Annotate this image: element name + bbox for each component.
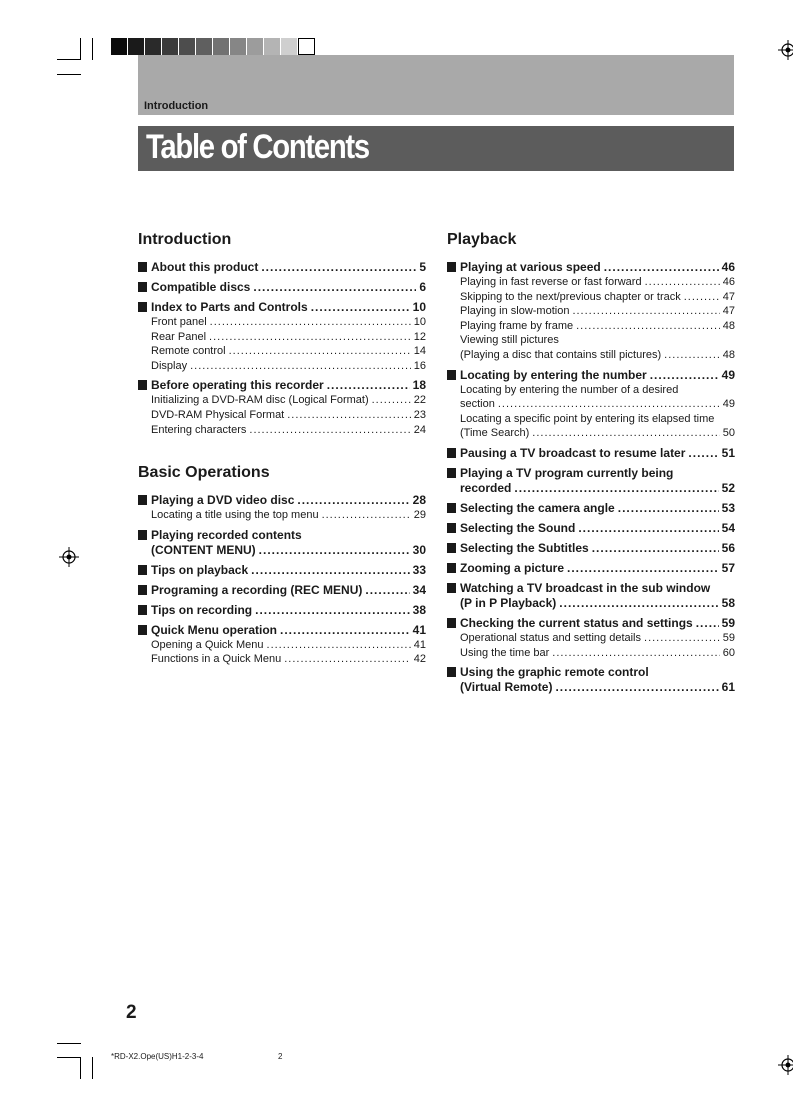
dot-leader xyxy=(253,280,416,295)
color-swatch xyxy=(179,38,196,55)
dot-leader xyxy=(555,680,718,695)
toc-entry-text: Operational status and setting details xyxy=(460,631,642,644)
color-swatch xyxy=(247,38,264,55)
square-bullet-icon xyxy=(447,618,456,628)
toc-entry-text: Playing frame by frame xyxy=(460,319,574,332)
dot-leader xyxy=(229,344,411,359)
crop-mark xyxy=(57,59,81,60)
color-swatch xyxy=(298,38,315,55)
registration-mark-icon xyxy=(778,40,793,60)
toc-entry-text: (Virtual Remote) xyxy=(460,680,553,695)
header-band xyxy=(138,55,734,115)
toc-page-number: 16 xyxy=(413,359,426,372)
toc-entry-text: Playing in slow-motion xyxy=(460,305,570,318)
toc-main-entry[interactable] xyxy=(138,378,426,393)
toc-page-number: 42 xyxy=(413,653,426,666)
crop-mark xyxy=(57,74,81,75)
dot-leader xyxy=(688,446,718,461)
dot-leader xyxy=(532,426,719,441)
toc-entry-text: Playing a TV program currently being xyxy=(460,465,674,480)
toc-page-number: 51 xyxy=(721,445,735,460)
toc-main-entry[interactable] xyxy=(447,368,735,383)
dot-leader xyxy=(311,300,410,315)
toc-entry-text: Playing a DVD video disc xyxy=(151,493,295,508)
dot-leader xyxy=(372,393,411,408)
registration-mark-icon xyxy=(59,547,79,567)
square-bullet-icon xyxy=(138,380,147,390)
dot-leader xyxy=(322,508,411,523)
toc-entry-text: Before operating this recorder xyxy=(151,378,324,393)
toc-main-entry[interactable] xyxy=(447,581,735,611)
toc-main-entry[interactable] xyxy=(447,665,735,695)
color-swatch xyxy=(264,38,281,55)
toc-entry-text: Quick Menu operation xyxy=(151,622,278,637)
toc-sub-entry[interactable] xyxy=(447,333,735,362)
toc-page-number: 57 xyxy=(721,560,735,575)
toc-page-number: 33 xyxy=(412,562,426,577)
dot-leader xyxy=(261,260,416,275)
dot-leader xyxy=(327,378,410,393)
toc-page-number: 46 xyxy=(722,276,735,288)
print-code: *RD-X2.Ope(US)H1-2-3-4 xyxy=(111,1052,204,1061)
toc-entry-text: Selecting the Sound xyxy=(460,520,576,535)
toc-main-entry[interactable] xyxy=(138,493,426,508)
dot-leader xyxy=(592,541,719,556)
toc-entry-text: Remote control xyxy=(151,345,226,358)
toc-main-entry[interactable] xyxy=(138,260,426,275)
toc-entry-text: About this product xyxy=(151,260,259,274)
toc-entry-text: recorded xyxy=(460,480,512,495)
toc-sub-entry[interactable] xyxy=(447,646,735,661)
dot-leader xyxy=(552,646,719,661)
toc-entry-text: (Time Search) xyxy=(460,427,530,440)
toc-sub-entry[interactable] xyxy=(447,275,735,290)
color-swatch xyxy=(281,38,298,55)
crop-mark xyxy=(92,38,93,60)
toc-sub-entry[interactable] xyxy=(447,383,735,412)
color-swatch xyxy=(111,38,128,55)
toc-entry-text: Pausing a TV broadcast to resume later xyxy=(460,445,686,460)
toc-sub-entry[interactable] xyxy=(447,304,735,319)
color-swatch xyxy=(196,38,213,55)
toc-main-entry[interactable] xyxy=(447,446,735,461)
toc-entry-text: Selecting the Subtitles xyxy=(460,540,589,555)
square-bullet-icon xyxy=(138,530,147,540)
toc-sub-entry[interactable] xyxy=(138,393,426,408)
toc-sub-entry[interactable] xyxy=(447,319,735,334)
dot-leader xyxy=(280,623,410,638)
toc-page-number: 10 xyxy=(413,316,426,328)
toc-entry-text: DVD-RAM Physical Format xyxy=(151,408,285,421)
toc-sub-entry[interactable] xyxy=(447,412,735,441)
square-bullet-icon xyxy=(138,625,147,635)
color-swatch xyxy=(213,38,230,55)
toc-main-entry[interactable] xyxy=(138,623,426,638)
square-bullet-icon xyxy=(138,495,147,505)
toc-page-number: 5 xyxy=(419,260,426,274)
toc-sub-entry[interactable] xyxy=(138,359,426,374)
toc-page-number: 54 xyxy=(721,520,735,535)
toc-page-number: 30 xyxy=(412,542,426,557)
square-bullet-icon xyxy=(138,565,147,575)
dot-leader xyxy=(498,397,720,412)
toc-entry-text: section xyxy=(460,398,495,411)
square-bullet-icon xyxy=(138,262,147,272)
toc-entry-text: Playing at various speed xyxy=(460,260,601,274)
toc-entry-text: Tips on recording xyxy=(151,602,253,617)
toc-page-number: 14 xyxy=(413,345,426,358)
square-bullet-icon xyxy=(138,605,147,615)
toc-sub-entry[interactable] xyxy=(447,290,735,305)
dot-leader xyxy=(604,260,719,275)
dot-leader xyxy=(284,652,411,667)
toc-page-number: 22 xyxy=(413,394,426,407)
toc-entry-text: Checking the current status and settings xyxy=(460,615,693,630)
toc-page-number: 49 xyxy=(721,367,735,382)
crop-mark xyxy=(80,1057,81,1079)
toc-main-entry[interactable] xyxy=(447,260,735,275)
toc-main-entry[interactable] xyxy=(447,521,735,536)
toc-page-number: 6 xyxy=(419,280,426,294)
toc-main-entry[interactable] xyxy=(138,528,426,558)
dot-leader xyxy=(365,583,409,598)
dot-leader xyxy=(650,368,719,383)
toc-entry-text: Opening a Quick Menu xyxy=(151,638,264,651)
dot-leader xyxy=(696,616,719,631)
toc-page-number: 48 xyxy=(722,348,735,361)
toc-main-entry[interactable] xyxy=(447,466,735,496)
toc-entry-text: Playing recorded contents xyxy=(151,527,302,542)
toc-entry-text: Locating by entering the number of a desired xyxy=(460,383,679,396)
toc-sub-entry[interactable] xyxy=(138,638,426,653)
toc-entry-text: Watching a TV broadcast in the sub window xyxy=(460,580,711,595)
color-swatch xyxy=(128,38,145,55)
page-title: Table of Contents xyxy=(146,128,369,166)
toc-page-number: 53 xyxy=(721,500,735,515)
toc-right-column xyxy=(447,230,735,695)
toc-page-number: 41 xyxy=(412,622,426,637)
square-bullet-icon xyxy=(138,282,147,292)
dot-leader xyxy=(249,423,410,438)
square-bullet-icon xyxy=(447,583,456,593)
section-heading: Introduction xyxy=(138,231,232,248)
toc-entry-text: Rear Panel xyxy=(151,330,207,343)
crop-mark xyxy=(57,1043,81,1044)
color-calibration-bar xyxy=(111,38,315,55)
toc-page-number: 47 xyxy=(722,290,735,303)
toc-entry-text: Entering characters xyxy=(151,423,247,436)
toc-sub-entry[interactable] xyxy=(138,508,426,523)
toc-sub-entry[interactable] xyxy=(447,631,735,646)
toc-entry-text: (P in P Playback) xyxy=(460,595,557,610)
crop-mark xyxy=(57,1057,81,1058)
toc-sub-entry[interactable] xyxy=(138,423,426,438)
toc-entry-text: Compatible discs xyxy=(151,280,251,294)
dot-leader xyxy=(559,596,718,611)
toc-page-number: 48 xyxy=(722,319,735,332)
square-bullet-icon xyxy=(447,667,456,677)
square-bullet-icon xyxy=(447,523,456,533)
toc-entry-text: Programing a recording (REC MENU) xyxy=(151,582,363,597)
toc-main-entry[interactable] xyxy=(138,300,426,315)
toc-page-number: 28 xyxy=(412,493,426,508)
square-bullet-icon xyxy=(447,563,456,573)
toc-sub-entry[interactable] xyxy=(138,408,426,423)
dot-leader xyxy=(578,521,718,536)
color-swatch xyxy=(162,38,179,55)
dot-leader xyxy=(210,315,411,330)
dot-leader xyxy=(576,319,720,334)
toc-entry-text: Skipping to the next/previous chapter or track xyxy=(460,290,681,303)
toc-main-entry[interactable] xyxy=(447,561,735,576)
dot-leader xyxy=(255,603,410,618)
toc-page-number: 58 xyxy=(721,595,735,610)
square-bullet-icon xyxy=(447,468,456,478)
dot-leader xyxy=(251,563,409,578)
toc-entry-text: Viewing still pictures xyxy=(460,334,559,347)
crop-mark xyxy=(92,1057,93,1079)
square-bullet-icon xyxy=(447,370,456,380)
toc-entry-text: Functions in a Quick Menu xyxy=(151,653,282,666)
toc-entry-text: Front panel xyxy=(151,316,207,328)
toc-main-entry[interactable] xyxy=(138,280,426,295)
toc-entry-text: Locating a title using the top menu xyxy=(151,509,319,522)
dot-leader xyxy=(514,481,718,496)
toc-page-number: 60 xyxy=(722,646,735,659)
dot-leader xyxy=(618,501,719,516)
dot-leader xyxy=(267,638,411,653)
section-label: Introduction xyxy=(144,100,209,112)
dot-leader xyxy=(259,543,410,558)
toc-sub-entry[interactable] xyxy=(138,652,426,667)
toc-page-number: 52 xyxy=(721,480,735,495)
section-heading: Basic Operations xyxy=(138,464,270,482)
dot-leader xyxy=(645,275,720,290)
toc-page-number: 12 xyxy=(413,330,426,343)
toc-entry-text: Selecting the camera angle xyxy=(460,500,615,515)
toc-entry-text: Using the graphic remote control xyxy=(460,665,649,680)
dot-leader xyxy=(567,561,719,576)
dot-leader xyxy=(190,359,411,374)
dot-leader xyxy=(209,330,411,345)
dot-leader xyxy=(287,408,411,423)
toc-main-entry[interactable] xyxy=(447,501,735,516)
toc-entry-text: Zooming a picture xyxy=(460,560,565,575)
toc-entry-text: Locating by entering the number xyxy=(460,367,647,382)
toc-sub-entry[interactable] xyxy=(138,330,426,345)
toc-main-entry[interactable] xyxy=(138,583,426,598)
toc-sub-entry[interactable] xyxy=(138,344,426,359)
toc-entry-text: Using the time bar xyxy=(460,646,550,659)
toc-page-number: 61 xyxy=(721,680,735,695)
toc-page-number: 47 xyxy=(722,305,735,318)
toc-entry-text: (Playing a disc that contains still pictures) xyxy=(460,348,662,361)
toc-main-entry[interactable] xyxy=(447,541,735,556)
toc-entry-text: (CONTENT MENU) xyxy=(151,542,256,557)
toc-entry-text: Tips on playback xyxy=(151,562,249,577)
print-page: 2 xyxy=(278,1052,283,1061)
toc-page-number: 18 xyxy=(412,378,426,393)
toc-page-number: 23 xyxy=(413,408,426,421)
toc-left-column xyxy=(138,230,426,667)
square-bullet-icon xyxy=(447,262,456,272)
toc-entry-text: Display xyxy=(151,359,188,372)
color-swatch xyxy=(145,38,162,55)
toc-entry-text: Locating a specific point by entering its elapsed time xyxy=(460,412,715,425)
toc-main-entry[interactable] xyxy=(138,603,426,618)
toc-entry-text: Initializing a DVD-RAM disc (Logical Format) xyxy=(151,394,369,407)
toc-page-number: 34 xyxy=(412,582,426,597)
page-number: 2 xyxy=(126,1002,137,1023)
toc-page-number: 49 xyxy=(722,398,735,411)
square-bullet-icon xyxy=(447,448,456,458)
toc-sub-entry[interactable] xyxy=(138,315,426,330)
toc-page-number: 56 xyxy=(721,540,735,555)
square-bullet-icon xyxy=(138,302,147,312)
square-bullet-icon xyxy=(138,585,147,595)
toc-page-number: 10 xyxy=(412,300,426,314)
toc-page-number: 24 xyxy=(413,423,426,436)
toc-entry-text: Index to Parts and Controls xyxy=(151,300,308,314)
toc-page-number: 50 xyxy=(722,427,735,440)
dot-leader xyxy=(644,631,720,646)
color-swatch xyxy=(230,38,247,55)
dot-leader xyxy=(572,304,719,319)
toc-page-number: 59 xyxy=(722,631,735,644)
dot-leader xyxy=(684,290,720,305)
square-bullet-icon xyxy=(447,503,456,513)
toc-main-entry[interactable] xyxy=(447,616,735,631)
dot-leader xyxy=(664,348,720,363)
crop-mark xyxy=(80,38,81,60)
toc-page-number: 59 xyxy=(721,615,735,630)
toc-page-number: 38 xyxy=(412,602,426,617)
toc-page-number: 29 xyxy=(413,509,426,522)
toc-page-number: 41 xyxy=(413,638,426,651)
square-bullet-icon xyxy=(447,543,456,553)
dot-leader xyxy=(297,493,409,508)
toc-page-number: 46 xyxy=(721,260,735,274)
toc-entry-text: Playing in fast reverse or fast forward xyxy=(460,276,642,288)
toc-main-entry[interactable] xyxy=(138,563,426,578)
registration-mark-icon xyxy=(778,1055,793,1075)
section-heading: Playback xyxy=(447,231,517,248)
